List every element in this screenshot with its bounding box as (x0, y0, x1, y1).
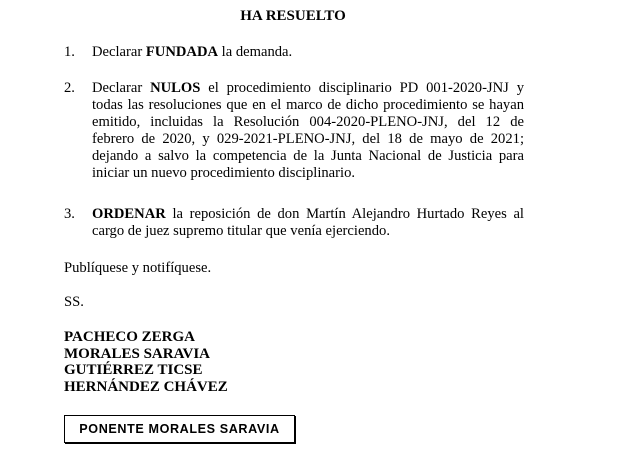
item-text-bold: ORDENAR (92, 206, 166, 222)
item-text-pre: Declarar (92, 44, 146, 60)
item-text-post: el procedimiento disciplinario PD 001-2020-JNJ y todas las resoluciones que en el marco de dicho procedimiento se hayan emitido, incluidas la Resolución 004-2020-PLENO-JNJ, del 12 de febrero de 2020, y 029-2021-PLENO-JNJ, del 18 de mayo de 2021; dejando a salvo la competencia de la Junta Nacional de Justicia para iniciar un nuevo procedimiento disciplinario. (92, 80, 524, 181)
signer-name: MORALES SARAVIA (64, 345, 211, 362)
signer-name: PACHECO ZERGA (64, 329, 195, 345)
item-text-post: la demanda. (218, 44, 293, 60)
item-text-post: la reposición de don Martín Alejandro Hurtado Reyes al cargo de juez supremo titular que venía ejerciendo. (92, 206, 524, 239)
ponente-box: PONENTE MORALES SARAVIA (64, 415, 295, 443)
item-text (92, 44, 524, 61)
item-text (92, 206, 524, 240)
signers-list (64, 329, 228, 395)
item-text-bold: NULOS (150, 80, 201, 96)
ss-abbreviation: SS. (64, 294, 84, 310)
section-title: HA RESUELTO (240, 8, 346, 24)
item-number: 3. (64, 206, 75, 222)
resolution-item-3 (64, 206, 524, 240)
signer-name: HERNÁNDEZ CHÁVEZ (64, 378, 228, 395)
item-text-pre: Declarar (92, 80, 151, 96)
item-number: 1. (64, 44, 75, 60)
closing-text: Publíquese y notifíquese. (64, 260, 212, 276)
item-text (92, 80, 524, 182)
item-text-bold: FUNDADA (145, 44, 219, 60)
resolution-item-1 (64, 44, 524, 61)
item-number: 2. (64, 80, 75, 96)
signer-name: GUTIÉRREZ TICSE (64, 362, 203, 378)
resolution-item-2 (64, 80, 524, 182)
